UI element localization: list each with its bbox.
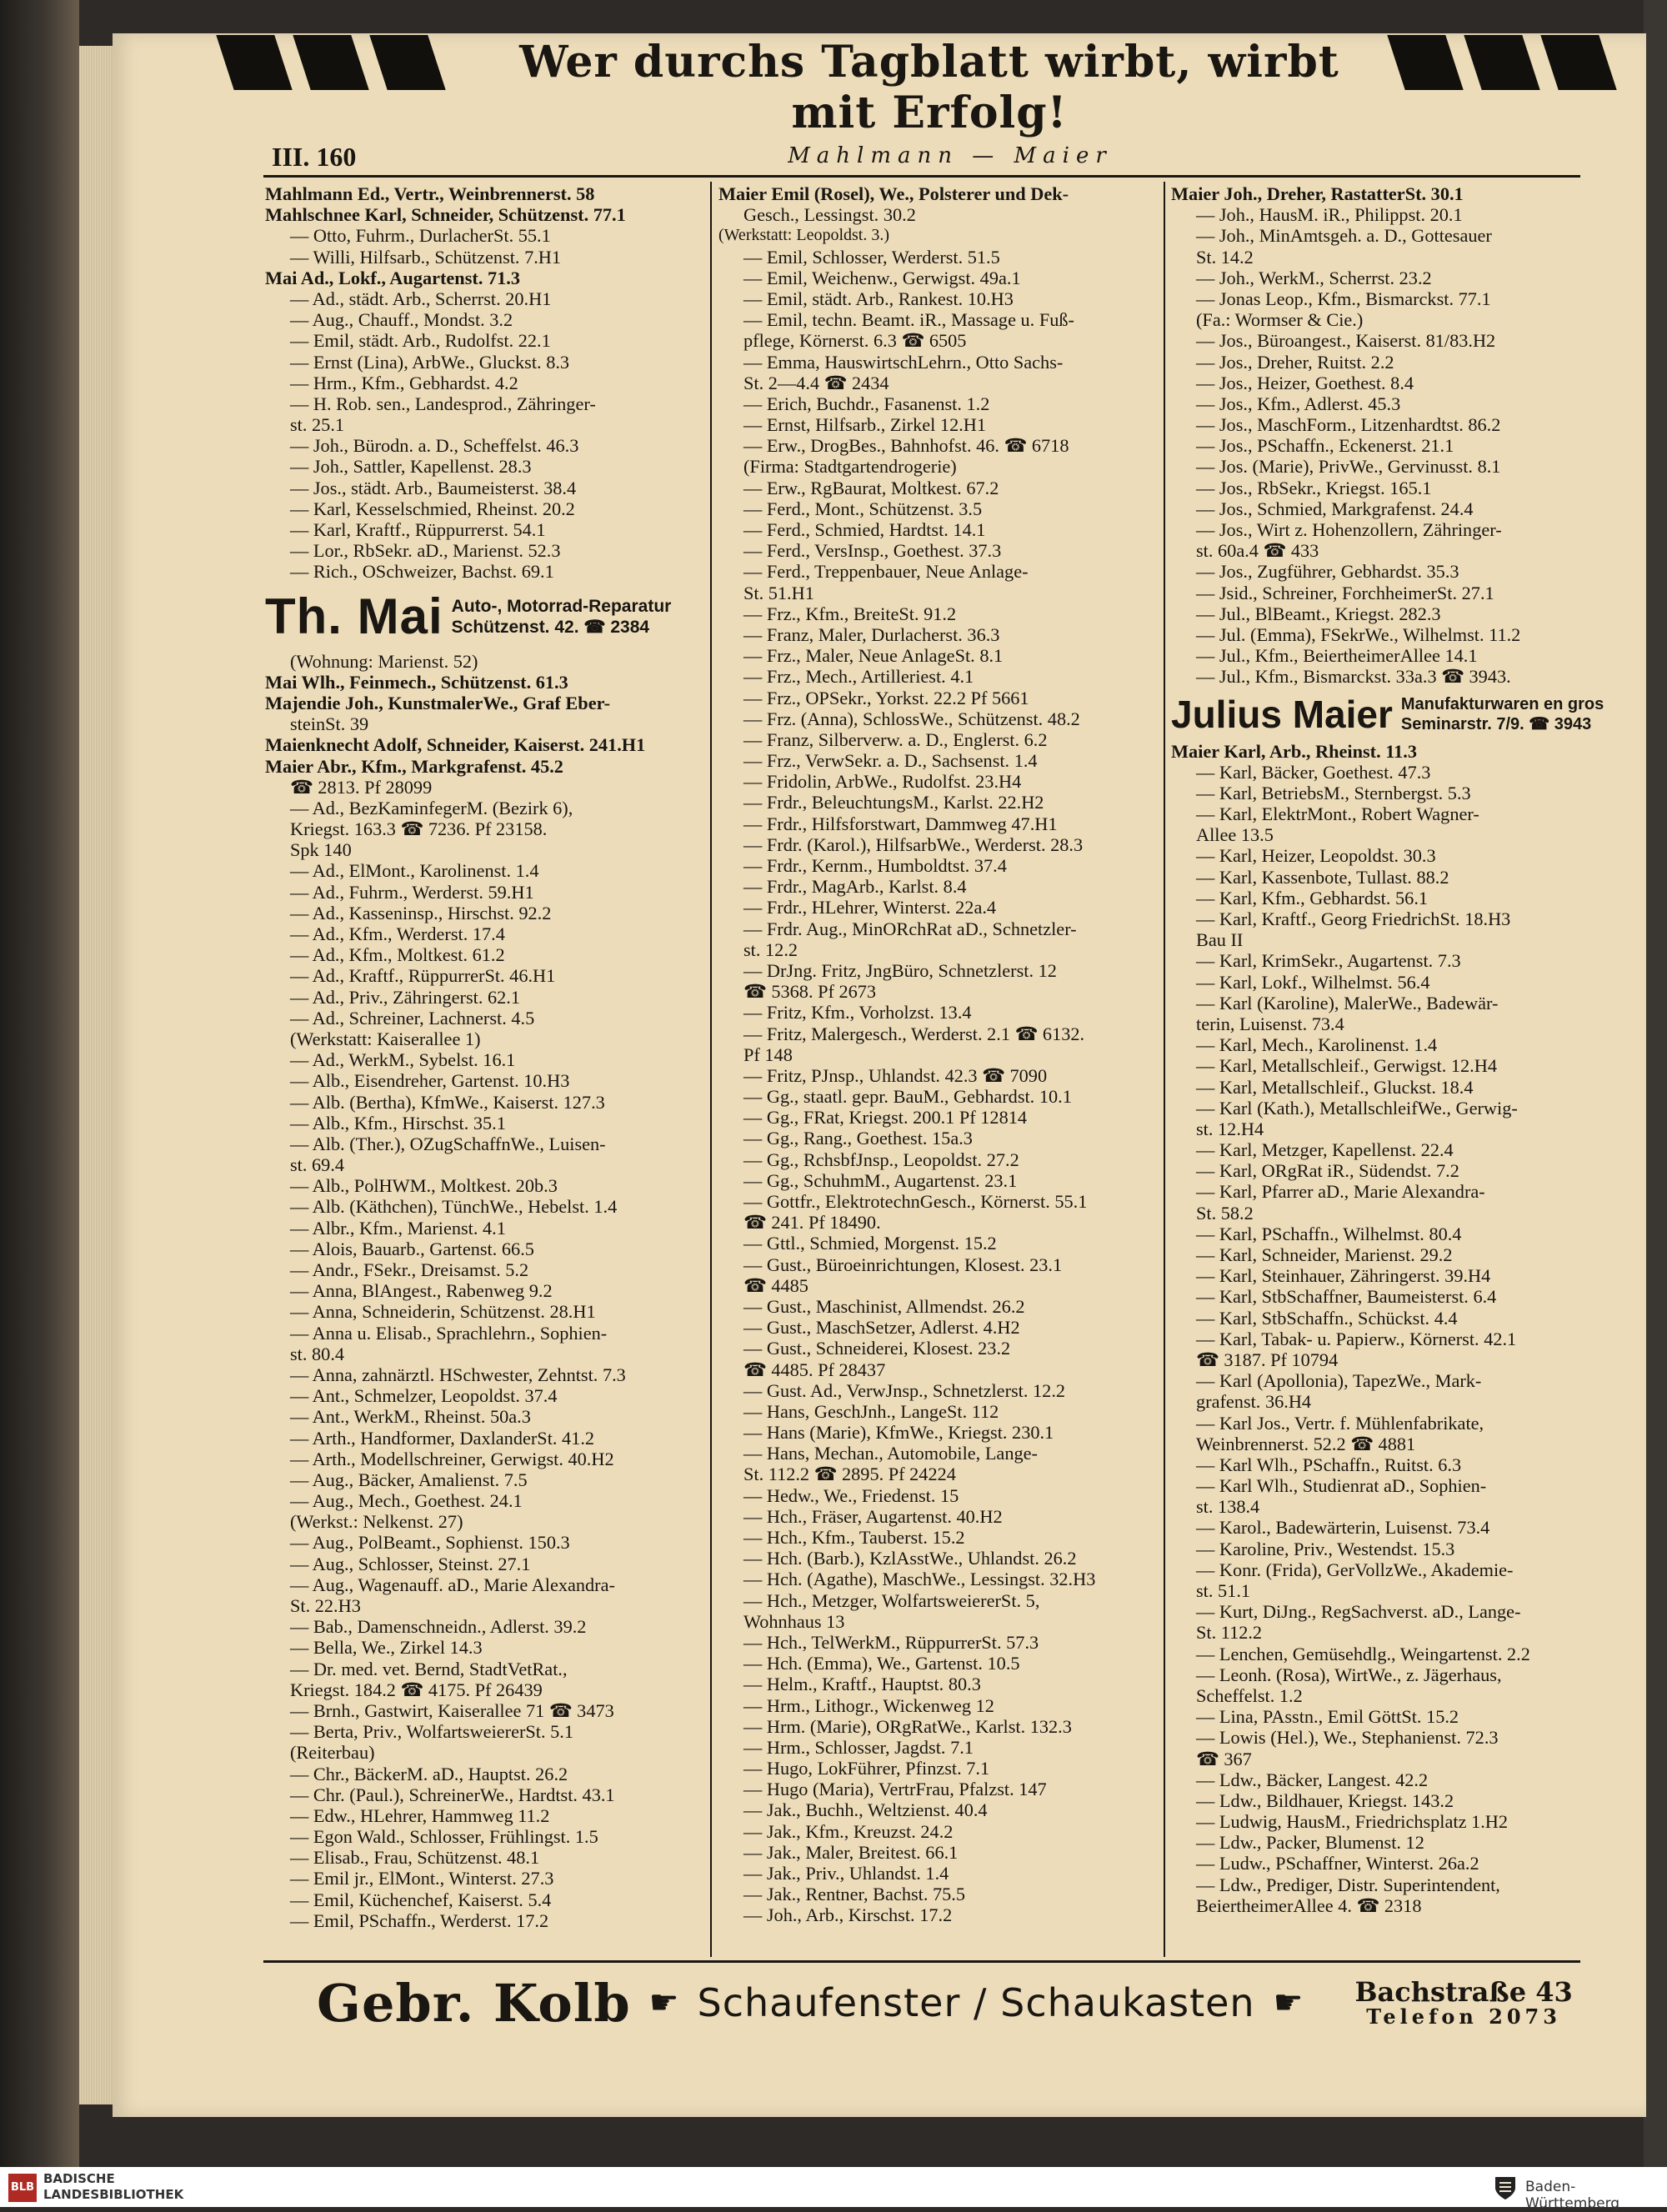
directory-entry: — Jak., Buchh., Weltzienst. 40.4 <box>743 1799 988 1821</box>
directory-entry: — Bab., Damenschneidn., Adlerst. 39.2 <box>290 1616 587 1638</box>
directory-entry: — Karl Wlh., PSchaffn., Ruitst. 6.3 <box>1196 1454 1462 1475</box>
column-3 <box>1171 183 1613 1916</box>
directory-entry-heading: Maienknecht Adolf, Schneider, Kaiserst. 241.H1 <box>265 734 646 756</box>
directory-entry: — Jos., Wirt z. Hohenzollern, Zähringer- <box>1196 519 1502 540</box>
directory-entry: — Karl (Karoline), MalerWe., Badewär- <box>1196 992 1499 1013</box>
directory-entry: — Karl, Metallschleif., Gluckst. 18.4 <box>1196 1076 1474 1098</box>
directory-entry: — Lowis (Hel.), We., Stephanienst. 72.3 <box>1196 1727 1499 1749</box>
directory-entry: — Gg., SchuhmM., Augartenst. 23.1 <box>743 1169 1018 1191</box>
directory-entry: — Hugo (Maria), VertrFrau, Pfalzst. 147 <box>743 1779 1047 1800</box>
ad-line1: Manufakturwaren en gros <box>1400 694 1604 713</box>
directory-entry: — Hans (Marie), KfmWe., Kriegst. 230.1 <box>743 1422 1054 1444</box>
directory-entry: — Jos., städt. Arb., Baumeisterst. 38.4 <box>290 477 577 498</box>
directory-entry: — Ldw., Bäcker, Langest. 42.2 <box>1196 1769 1429 1790</box>
directory-entry: Kriegst. 163.3 ☎ 7236. Pf 23158. <box>290 818 548 840</box>
header-bar <box>1540 35 1616 90</box>
directory-entry: — Ad., Fuhrm., Werderst. 59.H1 <box>290 881 534 903</box>
directory-entry: — Ldw., Prediger, Distr. Superintendent, <box>1196 1874 1500 1895</box>
directory-entry: — Joh., Sattler, Kapellenst. 28.3 <box>290 456 532 478</box>
directory-entry: — Konr. (Frida), GerVollzWe., Akademie- <box>1196 1559 1514 1580</box>
directory-entry: — Lor., RbSekr. aD., Marienst. 52.3 <box>290 540 561 562</box>
directory-entry: — Ludw., PSchaffner, Winterst. 26a.2 <box>1196 1853 1479 1874</box>
directory-entry: — Karl, ElektrMont., Robert Wagner- <box>1196 803 1479 825</box>
directory-entry: — H. Rob. sen., Landesprod., Zähringer- <box>290 393 596 414</box>
blb-name <box>43 2171 183 2203</box>
directory-entry: — Emil, städt. Arb., Rankest. 10.H3 <box>743 288 1014 309</box>
ad-th-mai <box>265 584 707 649</box>
ad-name: Th. Mai <box>265 588 443 644</box>
directory-entry: — Gottfr., ElektrotechnGesch., Körnerst. 55.1 <box>743 1191 1088 1212</box>
directory-entry: — Aug., Mech., Goethest. 24.1 <box>290 1490 523 1512</box>
directory-entry: — Ferd., Treppenbauer, Neue Anlage- <box>743 561 1029 583</box>
directory-entry: St. 22.H3 <box>290 1595 361 1616</box>
directory-entry: (Werkstatt: Leopoldst. 3.) <box>718 226 890 245</box>
header-bar <box>216 35 292 90</box>
directory-entry: — Alb. (Bertha), KfmWe., Kaiserst. 127.3 <box>290 1091 605 1113</box>
directory-entry: — Gust., Büroeinrichtungen, Klosest. 23.1 <box>743 1254 1063 1275</box>
directory-entry: Wohnhaus 13 <box>743 1610 845 1632</box>
directory-entry: St. 14.2 <box>1196 246 1254 268</box>
footer-rule <box>263 1960 1580 1963</box>
directory-entry: st. 12.2 <box>743 938 798 960</box>
directory-entry: st. 51.1 <box>1196 1580 1251 1601</box>
directory-entry: — Alb. (Ther.), OZugSchaffnWe., Luisen- <box>290 1133 606 1154</box>
footer-address: Bachstraße 43 <box>1354 1976 1573 2008</box>
ad-line2: Schützenst. 42. ☎ 2384 <box>451 617 650 637</box>
ad-details <box>452 596 672 638</box>
directory-entry: — Karl Wlh., Studienrat aD., Sophien- <box>1196 1475 1487 1497</box>
directory-entry: — Karl, Metzger, Kapellenst. 22.4 <box>1196 1139 1454 1161</box>
directory-entry: steinSt. 39 <box>290 713 369 735</box>
directory-entry: — Ad., städt. Arb., Scherrst. 20.H1 <box>290 288 552 309</box>
directory-entry: — Karl, Metallschleif., Gerwigst. 12.H4 <box>1196 1055 1498 1077</box>
directory-entry: — Anna, zahnärztl. HSchwester, Zehntst. 7.3 <box>290 1364 626 1385</box>
directory-entry: — Dr. med. vet. Bernd, StadtVetRat., <box>290 1658 568 1679</box>
directory-entry: — Alb. (Käthchen), TünchWe., Hebelst. 1.4 <box>290 1196 618 1218</box>
directory-entry: — Joh., HausM. iR., Philippst. 20.1 <box>1196 204 1463 226</box>
directory-entry: — Ldw., Bildhauer, Kriegst. 143.2 <box>1196 1789 1454 1811</box>
directory-entry: — Karl, Tabak- u. Papierw., Körnerst. 42.1 <box>1196 1328 1517 1349</box>
directory-entry: — Karl, Lokf., Wilhelmst. 56.4 <box>1196 971 1430 993</box>
blb-line-2: LANDESBIBLIOTHEK <box>43 2187 184 2202</box>
directory-entry: — Jak., Kfm., Kreuzst. 24.2 <box>743 1820 954 1842</box>
directory-entry: — Erw., RgBaurat, Moltkest. 67.2 <box>743 477 999 498</box>
directory-entry: — Frdr., HLehrer, Winterst. 22a.4 <box>743 897 997 918</box>
directory-entry: — Chr. (Paul.), SchreinerWe., Hardtst. 43.1 <box>290 1784 615 1805</box>
directory-entry: — Gust., Schneiderei, Klosest. 23.2 <box>743 1338 1011 1359</box>
directory-entry: Gesch., Lessingst. 30.2 <box>743 204 916 226</box>
directory-entry: — Frdr. (Karol.), HilfsarbWe., Werderst. 28.3 <box>743 833 1084 855</box>
directory-entry: — Jos., Dreher, Ruitst. 2.2 <box>1196 351 1394 373</box>
directory-entry: — Frdr., MagArb., Karlst. 8.4 <box>743 876 967 898</box>
directory-entry: — Aug., Bäcker, Amalienst. 7.5 <box>290 1469 528 1490</box>
directory-entry: — Otto, Fuhrm., DurlacherSt. 55.1 <box>290 225 551 247</box>
directory-entry: — Hans, GeschJnh., LangeSt. 112 <box>743 1400 999 1422</box>
directory-entry: — Lina, PAsstn., Emil GöttSt. 15.2 <box>1196 1706 1459 1728</box>
directory-entry: — Frz., VerwSekr. a. D., Sachsenst. 1.4 <box>743 750 1038 772</box>
directory-entry: — Karl, Mech., Karolinenst. 1.4 <box>1196 1034 1438 1056</box>
directory-entry: — Karoline, Priv., Westendst. 15.3 <box>1196 1538 1455 1559</box>
directory-entry: — Hch. (Emma), We., Gartenst. 10.5 <box>743 1653 1020 1674</box>
directory-entry: — Ad., Priv., Zähringerst. 62.1 <box>290 986 520 1008</box>
directory-entry: — Frdr., Kernm., Humboldtst. 37.4 <box>743 855 1007 876</box>
directory-entry: — Arth., Modellschreiner, Gerwigst. 40.H2 <box>290 1448 614 1469</box>
directory-entry: — Anna u. Elisab., Sprachlehrn., Sophien- <box>290 1322 608 1344</box>
directory-entry: — Ad., ElMont., Karolinenst. 1.4 <box>290 860 539 882</box>
directory-entry: — Karl (Kath.), MetallschleifWe., Gerwig- <box>1196 1097 1518 1119</box>
directory-entry: — Karl, ORgRat iR., Südendst. 7.2 <box>1196 1160 1459 1182</box>
directory-entry-heading: Mahlschnee Karl, Schneider, Schützenst. 77.1 <box>265 204 626 226</box>
blb-logo: BLB <box>8 2174 37 2202</box>
directory-entry: — Karl (Apollonia), TapezWe., Mark- <box>1196 1370 1482 1392</box>
directory-entry: — Arth., Handformer, DaxlanderSt. 41.2 <box>290 1427 595 1449</box>
directory-entry-heading: Maier Emil (Rosel), We., Polsterer und Dek- <box>718 183 1069 204</box>
directory-entry: — Aug., Schlosser, Steinst. 27.1 <box>290 1553 531 1574</box>
directory-entry: — Frdr., BeleuchtungsM., Karlst. 22.H2 <box>743 792 1044 813</box>
directory-entry: — Jos., Schmied, Markgrafenst. 24.4 <box>1196 498 1474 519</box>
directory-entry: — Jos., Zugführer, Gebhardst. 35.3 <box>1196 561 1459 583</box>
directory-entry: — Karl, PSchaffn., Wilhelmst. 80.4 <box>1196 1223 1462 1244</box>
directory-entry: — Gg., Rang., Goethest. 15a.3 <box>743 1128 973 1149</box>
directory-entry: — Fritz, Kfm., Vorholzst. 13.4 <box>743 1002 972 1023</box>
blb-line-1: BADISCHE <box>43 2171 115 2186</box>
directory-entry: — Anna, BlAngest., Rabenweg 9.2 <box>290 1280 553 1302</box>
directory-entry: (Firma: Stadtgartendrogerie) <box>743 456 957 478</box>
directory-entry: — Ad., Kasseninsp., Hirschst. 92.2 <box>290 902 552 923</box>
directory-entry: — Fritz, PJnsp., Uhlandst. 42.3 ☎ 7090 <box>743 1064 1048 1086</box>
directory-entry: — Edw., HLehrer, Hammweg 11.2 <box>290 1804 550 1826</box>
directory-entry: grafenst. 36.H4 <box>1196 1391 1312 1413</box>
directory-entry: — Franz, Silberverw. a. D., Englerst. 6.2 <box>743 728 1048 750</box>
directory-entry: — Frdr., Hilfsforstwart, Dammweg 47.H1 <box>743 813 1058 834</box>
directory-entry: — Gg., RchsbfJnsp., Leopoldst. 27.2 <box>743 1149 1019 1170</box>
directory-entry: St. 51.H1 <box>743 582 814 603</box>
directory-entry: — Egon Wald., Schlosser, Frühlingst. 1.5 <box>290 1826 598 1848</box>
directory-entry: (Wohnung: Marienst. 52) <box>290 650 478 672</box>
header-rule <box>263 175 1580 178</box>
directory-entry: — DrJng. Fritz, JngBüro, Schnetzlerst. 12 <box>743 959 1057 981</box>
directory-entry: — Berta, Priv., WolfartsweiererSt. 5.1 <box>290 1721 574 1743</box>
directory-entry: — Jos., Kfm., Adlerst. 45.3 <box>1196 393 1401 414</box>
directory-entry: — Karl, KrimSekr., Augartenst. 7.3 <box>1196 950 1461 972</box>
directory-entry: — Karl, Kesselschmied, Rheinst. 20.2 <box>290 498 575 519</box>
directory-entry: — Chr., BäckerM. aD., Hauptst. 26.2 <box>290 1763 568 1784</box>
directory-entry: — Jos., MaschForm., Litzenhardtst. 86.2 <box>1196 414 1501 436</box>
directory-entry: — Ernst, Hilfsarb., Zirkel 12.H1 <box>743 414 987 436</box>
directory-entry: — Karl Jos., Vertr. f. Mühlenfabrikate, <box>1196 1412 1484 1434</box>
directory-entry: ☎ 2813. Pf 28099 <box>290 776 433 798</box>
directory-entry: — Emil, PSchaffn., Werderst. 17.2 <box>290 1909 549 1931</box>
directory-entry: — Karl, Kassenbote, Tullast. 88.2 <box>1196 866 1449 888</box>
footer-slogan: Schaufenster / Schaukasten <box>697 1980 1255 2025</box>
directory-entry: — Emma, HauswirtschLehrn., Otto Sachs- <box>743 351 1064 373</box>
directory-entry: — Rich., OSchweizer, Bachst. 69.1 <box>290 561 554 583</box>
directory-entry: ☎ 4485 <box>743 1274 808 1296</box>
ad-line1: Auto-, Motorrad-Reparatur <box>451 596 672 616</box>
directory-entry: — Frz., Maler, Neue AnlageSt. 8.1 <box>743 645 1004 667</box>
directory-entry: — Jos., Büroangest., Kaiserst. 81/83.H2 <box>1196 330 1496 352</box>
directory-entry: terin, Luisenst. 73.4 <box>1196 1013 1344 1034</box>
directory-entry: — Albr., Kfm., Marienst. 4.1 <box>290 1217 506 1239</box>
directory-entry: — Erw., DrogBes., Bahnhofst. 46. ☎ 6718 <box>743 435 1069 457</box>
directory-entry: — Andr., FSekr., Dreisamst. 5.2 <box>290 1259 529 1280</box>
directory-entry: — Gust. Ad., VerwJnsp., Schnetzlerst. 12.2 <box>743 1379 1066 1401</box>
hand-pointer-icon: ☛ <box>1273 1984 1304 2022</box>
footer-phone: Telefon 2073 <box>1366 2004 1561 2029</box>
directory-entry: ☎ 3187. Pf 10794 <box>1196 1349 1339 1370</box>
directory-entry: — Frz., Kfm., BreiteSt. 91.2 <box>743 603 957 624</box>
directory-entry: — Karl, Pfarrer aD., Marie Alexandra- <box>1196 1181 1485 1203</box>
directory-entry: pflege, Körnerst. 6.3 ☎ 6505 <box>743 330 967 352</box>
header-bar <box>369 35 445 90</box>
column-1 <box>265 183 707 1931</box>
directory-entry: — Jul. (Emma), FSekrWe., Wilhelmst. 11.2 <box>1196 623 1521 645</box>
directory-entry: — Aug., Chauff., Mondst. 3.2 <box>290 309 513 331</box>
directory-entry: — Anna, Schneiderin, Schützenst. 28.H1 <box>290 1301 596 1323</box>
header-bar <box>293 35 368 90</box>
directory-entry: — Joh., WerkM., Scherrst. 23.2 <box>1196 267 1432 288</box>
ad-line2: Seminarstr. 7/9. ☎ 3943 <box>1400 714 1592 733</box>
directory-entry: — Karl, Kfm., Gebhardst. 56.1 <box>1196 887 1429 908</box>
directory-entry: st. 69.4 <box>290 1154 345 1176</box>
directory-entry: — Jul., BlBeamt., Kriegst. 282.3 <box>1196 603 1441 624</box>
directory-entry: — Helm., Kraftf., Hauptst. 80.3 <box>743 1674 981 1695</box>
directory-entry-heading: Mai Wlh., Feinmech., Schützenst. 61.3 <box>265 671 568 693</box>
directory-entry: — Frz., OPSekr., Yorkst. 22.2 Pf 5661 <box>743 687 1029 708</box>
directory-entry: — Hrm., Schlosser, Jagdst. 7.1 <box>743 1736 974 1758</box>
directory-entry: — Ad., BezKaminfegerM. (Bezirk 6), <box>290 797 573 818</box>
directory-entry: — Joh., Arb., Kirschst. 17.2 <box>743 1904 953 1926</box>
directory-entry: st. 25.1 <box>290 414 345 436</box>
directory-entry: ☎ 5368. Pf 2673 <box>743 981 877 1003</box>
directory-entry: — Hch., Kfm., Tauberst. 15.2 <box>743 1527 965 1548</box>
directory-entry: — Kurt, DiJng., RegSachverst. aD., Lange- <box>1196 1601 1521 1623</box>
archive-strip <box>0 2167 1667 2207</box>
directory-entry-heading: Maier Abr., Kfm., Markgrafenst. 45.2 <box>265 755 563 777</box>
directory-entry: Spk 140 <box>290 839 352 861</box>
directory-entry: — Frz. (Anna), SchlossWe., Schützenst. 48.2 <box>743 708 1080 729</box>
page-number: III. 160 <box>272 142 357 172</box>
directory-entry: — Hrm., Lithogr., Wickenweg 12 <box>743 1694 994 1716</box>
directory-entry: — Karl, Kraftf., Rüppurrerst. 54.1 <box>290 519 546 540</box>
directory-entry: — Gg., staatl. gepr. BauM., Gebhardst. 10.1 <box>743 1086 1072 1108</box>
running-head: Mahlmann — Maier <box>788 143 1113 168</box>
ad-details <box>1401 694 1604 734</box>
directory-entry: — Franz, Maler, Durlacherst. 36.3 <box>743 623 1000 645</box>
directory-entry: Scheffelst. 1.2 <box>1196 1684 1303 1706</box>
directory-entry-heading: Majendie Joh., KunstmalerWe., Graf Eber- <box>265 692 611 713</box>
directory-entry: — Erich, Buchdr., Fasanenst. 1.2 <box>743 393 990 414</box>
directory-entry: — Ad., WerkM., Sybelst. 16.1 <box>290 1049 516 1071</box>
directory-entry: — Emil jr., ElMont., Winterst. 27.3 <box>290 1868 554 1889</box>
directory-entry: — Willi, Hilfsarb., Schützenst. 7.H1 <box>290 246 562 268</box>
directory-entry: — Alb., Eisendreher, Gartenst. 10.H3 <box>290 1070 570 1092</box>
directory-entry: — Jonas Leop., Kfm., Bismarckst. 77.1 <box>1196 288 1491 309</box>
header-bar <box>1464 35 1539 90</box>
directory-entry: BeiertheimerAllee 4. ☎ 2318 <box>1196 1894 1422 1916</box>
directory-entry: (Werkstatt: Kaiserallee 1) <box>290 1028 481 1049</box>
directory-entry-heading: Maier Karl, Arb., Rheinst. 11.3 <box>1171 740 1418 762</box>
directory-entry: St. 112.2 ☎ 2895. Pf 24224 <box>743 1464 956 1485</box>
directory-entry: — Ad., Schreiner, Lachnerst. 4.5 <box>290 1007 535 1028</box>
ad-julius-maier <box>1171 691 1613 738</box>
coat-of-arms-icon <box>1492 2174 1519 2201</box>
directory-entry: — Elisab., Frau, Schützenst. 48.1 <box>290 1847 540 1869</box>
right-edge <box>1644 0 1667 2207</box>
directory-entry: — Karl, Schneider, Marienst. 29.2 <box>1196 1244 1453 1265</box>
directory-entry: — Ad., Kraftf., RüppurrerSt. 46.H1 <box>290 965 556 987</box>
directory-entry: — Hrm. (Marie), ORgRatWe., Karlst. 132.3 <box>743 1715 1072 1737</box>
directory-entry: — Jul., Kfm., BeiertheimerAllee 14.1 <box>1196 645 1478 667</box>
directory-entry: — Joh., MinAmtsgeh. a. D., Gottesauer <box>1196 225 1492 247</box>
directory-entry-heading: Maier Joh., Dreher, RastatterSt. 30.1 <box>1171 183 1464 204</box>
directory-entry: — Karl, Kraftf., Georg FriedrichSt. 18.H3 <box>1196 908 1511 929</box>
directory-entry: — Alois, Bauarb., Gartenst. 66.5 <box>290 1238 534 1259</box>
directory-entry: — Karl, StbSchaffn., Schückst. 4.4 <box>1196 1307 1458 1329</box>
directory-entry: — Gust., MaschSetzer, Adlerst. 4.H2 <box>743 1317 1020 1339</box>
directory-entry: — Alb., PolHWM., Moltkest. 20b.3 <box>290 1175 558 1197</box>
ad-name: Julius Maier <box>1171 692 1393 736</box>
directory-entry: st. 80.4 <box>290 1343 345 1364</box>
footer-address-block <box>1354 1978 1572 2028</box>
directory-entry: St. 2—4.4 ☎ 2434 <box>743 372 889 393</box>
directory-entry: — Ad., Kfm., Werderst. 17.4 <box>290 923 505 944</box>
bw-label: Baden-Württemberg <box>1525 2179 1620 2212</box>
directory-entry: — Jsid., Schreiner, ForchheimerSt. 27.1 <box>1196 582 1494 603</box>
column-divider <box>1164 182 1165 1957</box>
directory-entry: ☎ 241. Pf 18490. <box>743 1212 881 1234</box>
directory-entry: — Aug., PolBeamt., Sophienst. 150.3 <box>290 1532 570 1554</box>
directory-entry: — Karl, Steinhauer, Zähringerst. 39.H4 <box>1196 1265 1491 1287</box>
directory-entry: — Emil, städt. Arb., Rudolfst. 22.1 <box>290 330 551 352</box>
directory-entry: — Jos., PSchaffn., Eckenerst. 21.1 <box>1196 435 1454 457</box>
directory-entry: Bau II <box>1196 929 1244 951</box>
directory-entry: st. 60a.4 ☎ 433 <box>1196 540 1319 562</box>
directory-entry: ☎ 4485. Pf 28437 <box>743 1359 886 1380</box>
directory-entry: Pf 148 <box>743 1043 793 1065</box>
directory-entry: (Fa.: Wormser & Cie.) <box>1196 309 1364 331</box>
directory-entry: — Hch., Fräser, Augartenst. 40.H2 <box>743 1505 1003 1527</box>
directory-entry-heading: Mahlmann Ed., Vertr., Weinbrennerst. 58 <box>265 183 595 204</box>
directory-entry: — Jul., Kfm., Bismarckst. 33a.3 ☎ 3943. <box>1196 666 1511 688</box>
directory-entry: st. 12.H4 <box>1196 1118 1264 1139</box>
column-divider <box>710 182 712 1957</box>
header-slogan: Wer durchs Tagblatt wirbt, wirbt mit Erfolg! <box>519 37 1339 138</box>
directory-entry: — Ferd., Schmied, Hardtst. 14.1 <box>743 519 986 540</box>
directory-entry: — Jos. (Marie), PrivWe., Gervinusst. 8.1 <box>1196 456 1501 478</box>
directory-entry: — Hch. (Barb.), KzlAsstWe., Uhlandst. 26.2 <box>743 1548 1077 1569</box>
directory-entry: Allee 13.5 <box>1196 824 1274 846</box>
footer-ad <box>317 1974 1584 2032</box>
directory-entry: — Ad., Kfm., Moltkest. 61.2 <box>290 944 505 966</box>
directory-entry: — Ferd., Mont., Schützenst. 3.5 <box>743 498 983 519</box>
directory-entry: — Hch., Metzger, WolfartsweiererSt. 5, <box>743 1589 1040 1611</box>
hand-pointer-icon: ☛ <box>648 1984 679 2022</box>
directory-entry: — Brnh., Gastwirt, Kaiserallee 71 ☎ 3473 <box>290 1699 614 1721</box>
directory-entry: ☎ 367 <box>1196 1748 1252 1769</box>
directory-entry: — Karl, Heizer, Leopoldst. 30.3 <box>1196 845 1436 867</box>
directory-entry: — Lenchen, Gemüsehdlg., Weingartenst. 2.2 <box>1196 1643 1530 1664</box>
directory-entry: st. 138.4 <box>1196 1496 1260 1518</box>
column-2 <box>718 183 1160 1926</box>
directory-entry: — Frz., Mech., Artilleriest. 4.1 <box>743 666 974 688</box>
directory-entry: — Hugo, LokFührer, Pfinzst. 7.1 <box>743 1758 990 1779</box>
directory-entry: (Reiterbau) <box>290 1742 375 1764</box>
directory-entry: — Emil, Schlosser, Werderst. 51.5 <box>743 246 1000 268</box>
directory-entry: St. 112.2 <box>1196 1622 1263 1644</box>
book-spine <box>0 0 79 2207</box>
directory-entry: — Fridolin, ArbWe., Rudolfst. 23.H4 <box>743 771 1022 793</box>
directory-entry: — Bella, We., Zirkel 14.3 <box>290 1637 483 1659</box>
directory-entry: — Ant., WerkM., Rheinst. 50a.3 <box>290 1406 531 1428</box>
directory-entry: — Ferd., VersInsp., Goethest. 37.3 <box>743 540 1002 562</box>
header-bar <box>1387 35 1463 90</box>
directory-entry: — Aug., Wagenauff. aD., Marie Alexandra- <box>290 1574 615 1595</box>
directory-entry: — Ant., Schmelzer, Leopoldst. 37.4 <box>290 1385 558 1407</box>
directory-entry: — Jak., Priv., Uhlandst. 1.4 <box>743 1863 949 1884</box>
directory-entry: — Frdr. Aug., MinORchRat aD., Schnetzler- <box>743 918 1077 939</box>
header-bars-right <box>1396 35 1608 90</box>
directory-entry-heading: Mai Ad., Lokf., Augartenst. 71.3 <box>265 267 520 288</box>
directory-entry: — Jak., Maler, Breitest. 66.1 <box>743 1841 959 1863</box>
header-bars-left <box>225 35 437 90</box>
directory-entry: — Gg., FRat, Kriegst. 200.1 Pf 12814 <box>743 1107 1028 1129</box>
directory-entry: — Hans, Mechan., Automobile, Lange- <box>743 1443 1038 1464</box>
directory-entry: — Joh., Bürodn. a. D., Scheffelst. 46.3 <box>290 435 579 457</box>
directory-entry: — Ernst (Lina), ArbWe., Gluckst. 8.3 <box>290 351 570 373</box>
directory-entry: — Karl, StbSchaffner, Baumeisterst. 6.4 <box>1196 1286 1497 1308</box>
directory-entry: — Alb., Kfm., Hirschst. 35.1 <box>290 1112 506 1134</box>
directory-entry: — Jos., RbSekr., Kriegst. 165.1 <box>1196 477 1432 498</box>
directory-entry: St. 58.2 <box>1196 1202 1254 1224</box>
directory-entry: — Emil, Küchenchef, Kaiserst. 5.4 <box>290 1889 552 1910</box>
directory-entry: — Karol., Badewärterin, Luisenst. 73.4 <box>1196 1517 1490 1539</box>
directory-entry: — Jak., Rentner, Bachst. 75.5 <box>743 1884 966 1905</box>
directory-entry: — Fritz, Malergesch., Werderst. 2.1 ☎ 6132. <box>743 1023 1085 1044</box>
directory-entry: — Gttl., Schmied, Morgenst. 15.2 <box>743 1233 997 1254</box>
directory-entry: — Leonh. (Rosa), WirtWe., z. Jägerhaus, <box>1196 1664 1502 1685</box>
directory-entry: — Karl, BetriebsM., Sternbergst. 5.3 <box>1196 782 1471 803</box>
directory-entry: — Hedw., We., Friedenst. 15 <box>743 1484 959 1506</box>
page-edges <box>79 46 113 2104</box>
directory-entry: — Hch. (Agathe), MaschWe., Lessingst. 32.H3 <box>743 1569 1096 1590</box>
footer-brand: Gebr. Kolb <box>317 1972 631 2034</box>
directory-entry: — Hrm., Kfm., Gebhardst. 4.2 <box>290 372 518 393</box>
directory-entry: — Emil, techn. Beamt. iR., Massage u. Fuß- <box>743 309 1074 331</box>
directory-entry: — Jos., Heizer, Goethest. 8.4 <box>1196 372 1414 393</box>
directory-entry: — Emil, Weichenw., Gerwigst. 49a.1 <box>743 267 1021 288</box>
directory-entry: — Karl, Bäcker, Goethest. 47.3 <box>1196 761 1431 783</box>
directory-entry: Weinbrennerst. 52.2 ☎ 4881 <box>1196 1433 1416 1454</box>
directory-entry: (Werkst.: Nelkenst. 27) <box>290 1511 463 1533</box>
directory-entry: Kriegst. 184.2 ☎ 4175. Pf 26439 <box>290 1679 543 1700</box>
directory-entry: — Gust., Maschinist, Allmendst. 26.2 <box>743 1295 1025 1317</box>
directory-entry: — Ludwig, HausM., Friedrichsplatz 1.H2 <box>1196 1811 1509 1833</box>
directory-entry: — Hch., TelWerkM., RüppurrerSt. 57.3 <box>743 1631 1039 1653</box>
directory-entry: — Ldw., Packer, Blumenst. 12 <box>1196 1832 1424 1854</box>
